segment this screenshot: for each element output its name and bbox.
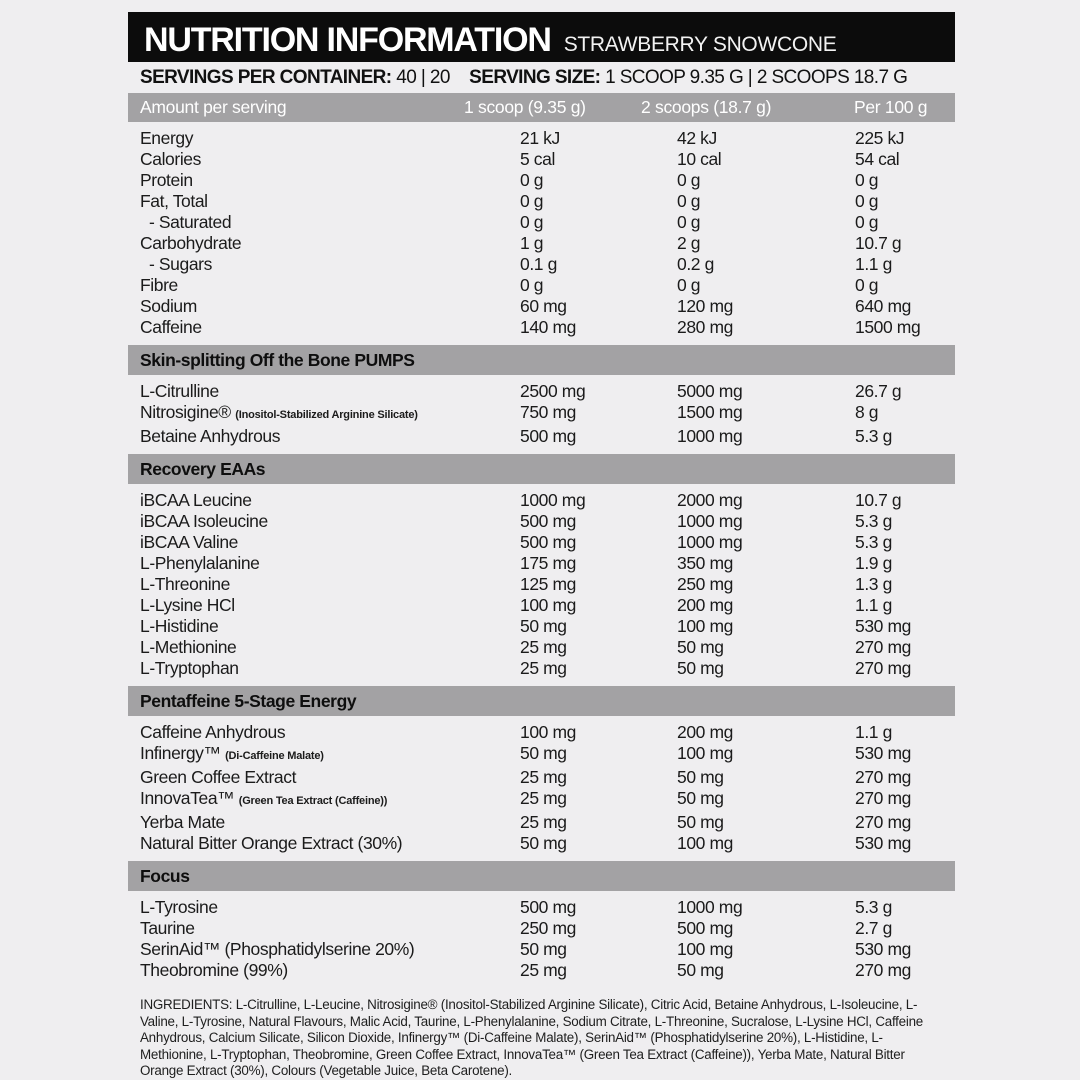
value-2-scoops: 42 kJ [677, 128, 717, 148]
serving-size-value: 1 SCOOP 9.35 G | 2 SCOOPS 18.7 G [605, 67, 908, 88]
nutrient-name: Carbohydrate [140, 233, 242, 253]
table-row [128, 532, 955, 553]
servings-per-container-label: SERVINGS PER CONTAINER: [140, 67, 392, 88]
nutrient-name: InnovaTea™ (Green Tea Extract (Caffeine)) [140, 788, 388, 808]
value-1-scoop: 50 mg [520, 743, 567, 763]
table-row [128, 595, 955, 616]
nutrient-subtext: (Di-Caffeine Malate) [225, 750, 324, 762]
value-per-100g: 10.7 g [855, 233, 902, 253]
table-row [128, 574, 955, 595]
section-header [128, 861, 955, 891]
value-2-scoops: 0 g [677, 275, 701, 295]
value-per-100g: 530 mg [855, 616, 911, 636]
value-1-scoop: 25 mg [520, 960, 567, 980]
value-1-scoop: 25 mg [520, 637, 567, 657]
value-per-100g: 270 mg [855, 960, 911, 980]
nutrient-name: Taurine [140, 918, 195, 938]
value-2-scoops: 1500 mg [677, 402, 743, 422]
table-row [128, 317, 955, 338]
section-header [128, 454, 955, 484]
value-per-100g: 0 g [855, 275, 879, 295]
table-row [128, 939, 955, 960]
value-per-100g: 530 mg [855, 833, 911, 853]
nutrient-name: Caffeine Anhydrous [140, 722, 286, 742]
value-1-scoop: 25 mg [520, 812, 567, 832]
nutrient-name: - Saturated [149, 212, 232, 232]
value-1-scoop: 250 mg [520, 918, 576, 938]
section-title: Recovery EAAs [140, 459, 266, 479]
section-header [128, 345, 955, 375]
value-1-scoop: 100 mg [520, 595, 576, 615]
value-2-scoops: 100 mg [677, 743, 733, 763]
ingredients-text: INGREDIENTS: L-Citrulline, L-Leucine, Nitrosigine® (Inositol-Stabilized Arginine Silicate), Citric Acid, Betaine Anhydrous, L-Isoleucine, L-Valine, L-Tyrosine, Natural Flavours, Malic Acid, Taurine, L-Phenylalanine, Sodium Citrate, L-Threonine, Sucralose, L-Lysine HCl, Caffeine Anhydrous, Calcium Silicate, Silicon Dioxide, Infinergy™ (Di-Caffeine Malate), SerinAid™ (Phosphatidylserine 20%), L-Histidine, L-Methionine, L-Tryptophan, Theobromine, Green Coffee Extract, InnovaTea™ (Green Tea Extract (Caffeine)), Yerba Mate, Natural Bitter Orange Extract (30%), Colours (Vegetable Juice, Beta Carotene). [140, 997, 923, 1079]
nutrient-name: Nitrosigine® (Inositol-Stabilized Arginine Silicate) [140, 402, 418, 422]
value-1-scoop: 0 g [520, 275, 544, 295]
value-2-scoops: 50 mg [677, 812, 724, 832]
nutrient-name: L-Methionine [140, 637, 237, 657]
nutrient-name: L-Citrulline [140, 381, 219, 401]
value-per-100g: 1.1 g [855, 722, 892, 742]
value-1-scoop: 2500 mg [520, 381, 586, 401]
nutrient-name: L-Histidine [140, 616, 219, 636]
section-rows [128, 716, 955, 861]
value-2-scoops: 250 mg [677, 574, 733, 594]
value-per-100g: 0 g [855, 170, 879, 190]
value-2-scoops: 50 mg [677, 767, 724, 787]
nutrient-name: L-Phenylalanine [140, 553, 260, 573]
section-rows [128, 891, 955, 988]
table-row [128, 658, 955, 679]
value-per-100g: 1.9 g [855, 553, 892, 573]
value-2-scoops: 2000 mg [677, 490, 743, 510]
value-2-scoops: 10 cal [677, 149, 722, 169]
value-1-scoop: 25 mg [520, 788, 567, 808]
value-per-100g: 0 g [855, 191, 879, 211]
column-header-1-scoop: 1 scoop (9.35 g) [464, 97, 586, 117]
value-per-100g: 270 mg [855, 767, 911, 787]
servings-line [128, 64, 955, 91]
value-2-scoops: 0 g [677, 191, 701, 211]
nutrient-name: SerinAid™ (Phosphatidylserine 20%) [140, 939, 415, 959]
value-2-scoops: 350 mg [677, 553, 733, 573]
column-header-amount: Amount per serving [140, 97, 287, 117]
value-1-scoop: 125 mg [520, 574, 576, 594]
value-1-scoop: 500 mg [520, 532, 576, 552]
nutrient-name: - Sugars [149, 254, 212, 274]
nutrient-name: L-Lysine HCl [140, 595, 235, 615]
value-2-scoops: 100 mg [677, 939, 733, 959]
table-row [128, 490, 955, 511]
value-1-scoop: 5 cal [520, 149, 555, 169]
value-2-scoops: 100 mg [677, 616, 733, 636]
value-2-scoops: 0 g [677, 212, 701, 232]
value-2-scoops: 5000 mg [677, 381, 743, 401]
value-2-scoops: 50 mg [677, 960, 724, 980]
table-row [128, 128, 955, 149]
table-row [128, 767, 955, 788]
value-1-scoop: 140 mg [520, 317, 576, 337]
value-per-100g: 1.1 g [855, 595, 892, 615]
value-2-scoops: 0 g [677, 170, 701, 190]
value-1-scoop: 175 mg [520, 553, 576, 573]
value-1-scoop: 1 g [520, 233, 544, 253]
table-row [128, 722, 955, 743]
value-1-scoop: 750 mg [520, 402, 576, 422]
nutrient-name: Caffeine [140, 317, 202, 337]
nutrient-name: iBCAA Leucine [140, 490, 252, 510]
value-1-scoop: 50 mg [520, 616, 567, 636]
table-row [128, 191, 955, 212]
flavor-name: STRAWBERRY SNOWCONE [563, 33, 837, 56]
table-row [128, 616, 955, 637]
value-2-scoops: 2 g [677, 233, 701, 253]
value-2-scoops: 50 mg [677, 788, 724, 808]
value-2-scoops: 200 mg [677, 722, 733, 742]
value-per-100g: 2.7 g [855, 918, 892, 938]
table-row [128, 918, 955, 939]
value-per-100g: 530 mg [855, 939, 911, 959]
table-row [128, 170, 955, 191]
value-per-100g: 26.7 g [855, 381, 902, 401]
serving-size-label: SERVING SIZE: [469, 67, 601, 88]
value-per-100g: 5.3 g [855, 511, 892, 531]
section-rows [128, 375, 955, 454]
table-row [128, 553, 955, 574]
value-per-100g: 0 g [855, 212, 879, 232]
value-1-scoop: 500 mg [520, 897, 576, 917]
value-2-scoops: 0.2 g [677, 254, 714, 274]
nutrient-name: Fibre [140, 275, 178, 295]
value-per-100g: 270 mg [855, 788, 911, 808]
value-per-100g: 1.3 g [855, 574, 892, 594]
nutrient-name: Fat, Total [140, 191, 208, 211]
table-row [128, 426, 955, 447]
value-2-scoops: 1000 mg [677, 511, 743, 531]
nutrient-name: Yerba Mate [140, 812, 225, 832]
title-bar [128, 12, 955, 62]
section-rows [128, 122, 955, 345]
nutrient-name: Natural Bitter Orange Extract (30%) [140, 833, 403, 853]
nutrition-label-panel [128, 12, 955, 1080]
nutrient-name: Protein [140, 170, 193, 190]
value-per-100g: 225 kJ [855, 128, 905, 148]
value-1-scoop: 1000 mg [520, 490, 586, 510]
value-per-100g: 54 cal [855, 149, 900, 169]
value-2-scoops: 1000 mg [677, 897, 743, 917]
value-2-scoops: 280 mg [677, 317, 733, 337]
column-header-row [128, 93, 955, 122]
nutrient-name: Infinergy™ (Di-Caffeine Malate) [140, 743, 324, 763]
section-title: Skin-splitting Off the Bone PUMPS [140, 350, 415, 370]
table-row [128, 275, 955, 296]
nutrient-name: L-Threonine [140, 574, 230, 594]
table-row [128, 511, 955, 532]
value-1-scoop: 25 mg [520, 767, 567, 787]
nutrient-subtext: (Inositol-Stabilized Arginine Silicate) [235, 409, 418, 421]
nutrient-name: Sodium [140, 296, 197, 316]
table-row [128, 149, 955, 170]
value-1-scoop: 0 g [520, 170, 544, 190]
nutrient-name: Calories [140, 149, 201, 169]
table-row [128, 812, 955, 833]
nutrient-name: L-Tyrosine [140, 897, 218, 917]
nutrient-name: iBCAA Valine [140, 532, 238, 552]
section-header [128, 686, 955, 716]
table-row [128, 897, 955, 918]
value-per-100g: 270 mg [855, 637, 911, 657]
value-2-scoops: 50 mg [677, 658, 724, 678]
value-1-scoop: 50 mg [520, 833, 567, 853]
value-per-100g: 1500 mg [855, 317, 921, 337]
section-title: Focus [140, 866, 190, 886]
table-row [128, 402, 955, 426]
table-row [128, 296, 955, 317]
column-header-per-100g: Per 100 g [854, 97, 928, 117]
value-2-scoops: 500 mg [677, 918, 733, 938]
section-rows [128, 484, 955, 686]
nutrient-name: Betaine Anhydrous [140, 426, 281, 446]
value-1-scoop: 60 mg [520, 296, 567, 316]
nutrient-name: iBCAA Isoleucine [140, 511, 268, 531]
page-title: NUTRITION INFORMATION [144, 21, 551, 59]
value-1-scoop: 50 mg [520, 939, 567, 959]
table-row [128, 743, 955, 767]
value-per-100g: 10.7 g [855, 490, 902, 510]
value-1-scoop: 100 mg [520, 722, 576, 742]
table-row [128, 788, 955, 812]
value-1-scoop: 25 mg [520, 658, 567, 678]
value-per-100g: 1.1 g [855, 254, 892, 274]
value-2-scoops: 50 mg [677, 637, 724, 657]
value-2-scoops: 120 mg [677, 296, 733, 316]
value-1-scoop: 500 mg [520, 426, 576, 446]
value-2-scoops: 1000 mg [677, 426, 743, 446]
table-row [128, 833, 955, 854]
nutrient-name: Energy [140, 128, 194, 148]
table-row [128, 212, 955, 233]
nutrient-name: Theobromine (99%) [140, 960, 288, 980]
nutrient-name: Green Coffee Extract [140, 767, 297, 787]
value-2-scoops: 200 mg [677, 595, 733, 615]
value-1-scoop: 500 mg [520, 511, 576, 531]
servings-per-container-value: 40 | 20 [396, 67, 450, 88]
table-row [128, 381, 955, 402]
value-1-scoop: 0 g [520, 212, 544, 232]
table-row [128, 960, 955, 981]
value-per-100g: 270 mg [855, 658, 911, 678]
table-row [128, 637, 955, 658]
table-row [128, 233, 955, 254]
value-1-scoop: 0 g [520, 191, 544, 211]
value-1-scoop: 21 kJ [520, 128, 560, 148]
nutrition-table [128, 122, 955, 988]
value-per-100g: 640 mg [855, 296, 911, 316]
column-header-2-scoops: 2 scoops (18.7 g) [641, 97, 772, 117]
nutrient-name: L-Tryptophan [140, 658, 239, 678]
value-per-100g: 270 mg [855, 812, 911, 832]
value-per-100g: 8 g [855, 402, 879, 422]
section-title: Pentaffeine 5-Stage Energy [140, 691, 357, 711]
value-per-100g: 5.3 g [855, 426, 892, 446]
value-per-100g: 530 mg [855, 743, 911, 763]
table-row [128, 254, 955, 275]
value-per-100g: 5.3 g [855, 532, 892, 552]
value-2-scoops: 1000 mg [677, 532, 743, 552]
value-1-scoop: 0.1 g [520, 254, 557, 274]
nutrient-subtext: (Green Tea Extract (Caffeine)) [238, 795, 388, 807]
value-per-100g: 5.3 g [855, 897, 892, 917]
value-2-scoops: 100 mg [677, 833, 733, 853]
